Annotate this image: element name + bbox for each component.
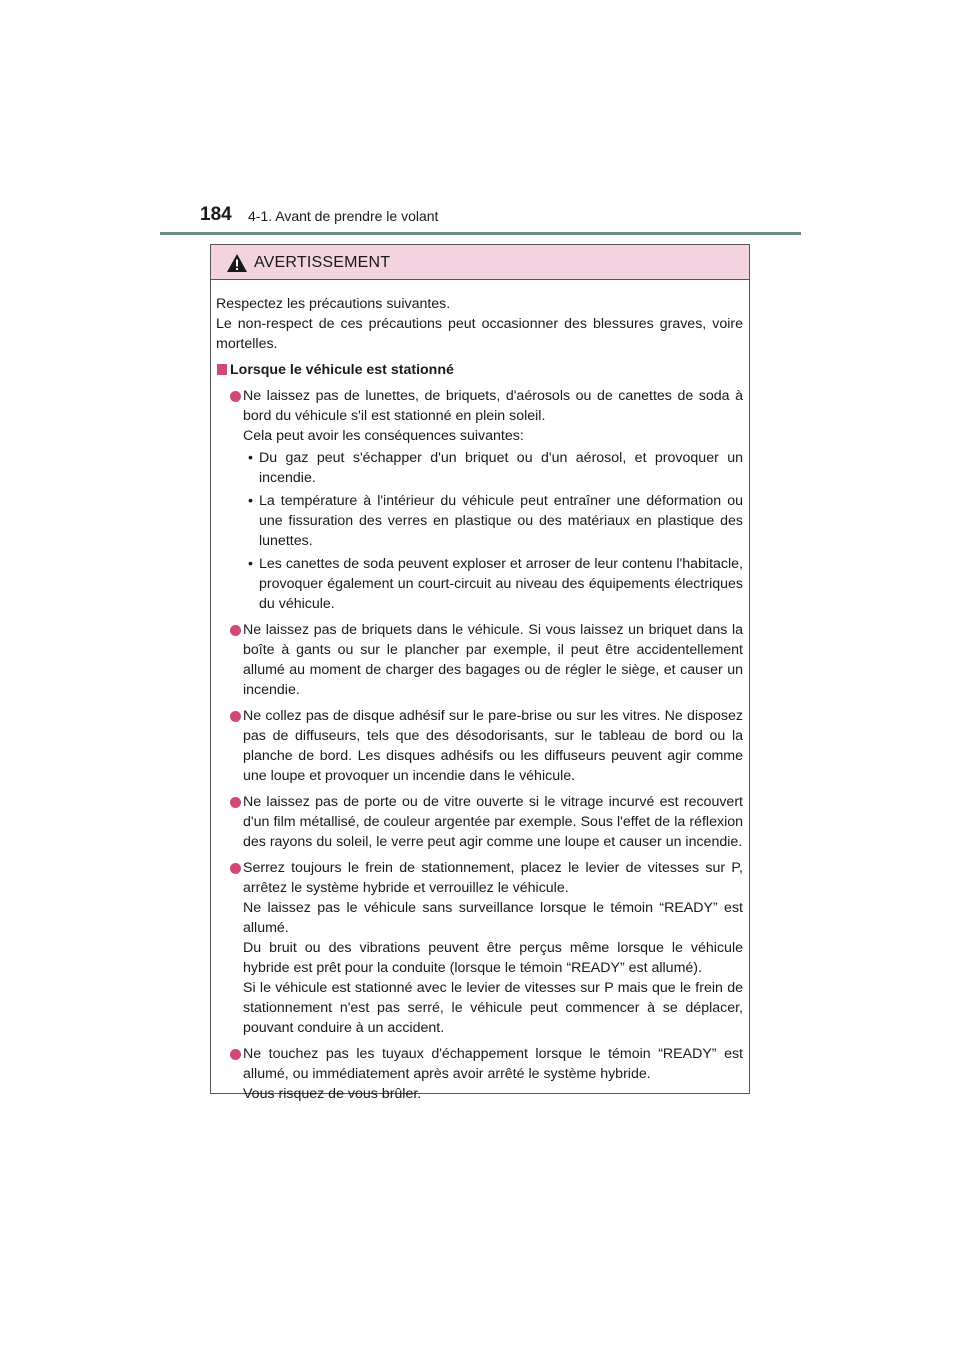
sub-list-item: • Du gaz peut s'échapper d'un briquet ou d'un aérosol, et provoquer un incendie.	[243, 448, 743, 488]
item-paragraph: Ne touchez pas les tuyaux d'échappement lorsque le témoin “READY” est allumé, ou immédiatement après avoir arrêté le système hybride.	[243, 1046, 743, 1082]
circle-bullet-icon	[230, 797, 241, 808]
item-paragraph: Si le véhicule est stationné avec le levier de vitesses sur P mais que le frein de stationnement n'est pas serré, le véhicule peut commencer à se déplacer, pouvant conduire à un accident.	[243, 980, 743, 1036]
warning-box	[210, 244, 750, 1102]
item-paragraph: Du bruit ou des vibrations peuvent être perçus même lorsque le véhicule hybride est prêt pour la conduite (lorsque le témoin “READY” est allumé).	[243, 940, 743, 976]
list-item	[216, 620, 743, 700]
list-item	[216, 858, 743, 1038]
list-item	[216, 792, 743, 852]
sub-list-item: • Les canettes de soda peuvent exploser et arroser de leur contenu l'habitacle, provoquer également un court-circuit au niveau des équipements électriques du véhicule.	[243, 554, 743, 614]
sub-list	[243, 448, 743, 614]
list-item	[216, 1044, 743, 1104]
warning-header	[211, 245, 749, 280]
subsection-title: Lorsque le véhicule est stationné	[230, 362, 454, 378]
item-paragraph: Ne laissez pas le véhicule sans surveillance lorsque le témoin “READY” est allumé.	[243, 900, 743, 936]
header-divider	[160, 232, 801, 235]
item-paragraph: Serrez toujours le frein de stationnement, placez le levier de vitesses sur P, arrêtez le système hybride et verrouillez le véhicule.	[243, 860, 743, 896]
sub-list-item: • La température à l'intérieur du véhicule peut entraîner une déformation ou une fissuration des verres en plastique ou des matériaux en plastique des lunettes.	[243, 491, 743, 551]
circle-bullet-icon	[230, 391, 241, 402]
intro-line: Respectez les précautions suivantes.	[216, 296, 451, 312]
item-paragraph: Ne laissez pas de briquets dans le véhicule. Si vous laissez un briquet dans la boîte à gants ou sur le plancher par exemple, il peut être accidentellement allumé au moment de charger des bagages ou de régler le siège, et causer un incendie.	[243, 622, 743, 698]
circle-bullet-icon	[230, 863, 241, 874]
warning-intro	[216, 294, 743, 354]
subsection-heading	[216, 360, 743, 380]
item-paragraph: Ne collez pas de disque adhésif sur le pare-brise ou sur les vitres. Ne disposez pas de diffuseurs, tels que des désodorisants, sur le tableau de bord ou la planche de bord. Les disques adhésifs ou les diffuseurs peuvent agir comme une loupe et provoquer un incendie dans le véhicule.	[243, 708, 743, 784]
square-bullet-icon	[217, 364, 227, 375]
item-paragraph: Ne laissez pas de porte ou de vitre ouverte si le vitrage incurvé est recouvert d'un film métallisé, de couleur argentée par exemple. Sous l'effet de la réflexion des rayons du soleil, le verre peut agir comme une loupe et causer un incendie.	[243, 794, 743, 850]
warning-body	[211, 280, 749, 1104]
item-paragraph: Vous risquez de vous brûler.	[243, 1086, 422, 1102]
circle-bullet-icon	[230, 1049, 241, 1060]
page-header	[200, 204, 800, 230]
section-title: 4-1. Avant de prendre le volant	[248, 208, 439, 224]
list-item	[216, 386, 743, 614]
item-paragraph: Ne laissez pas de lunettes, de briquets, d'aérosols ou de canettes de soda à bord du véhicule s'il est stationné en plein soleil.	[243, 388, 743, 424]
intro-line: Le non-respect de ces précautions peut occasionner des blessures graves, voire mortelles.	[216, 316, 743, 352]
warning-triangle-icon	[226, 253, 248, 273]
item-paragraph: Cela peut avoir les conséquences suivantes:	[243, 428, 524, 444]
page-number: 184	[200, 204, 232, 225]
warning-title: AVERTISSEMENT	[254, 254, 391, 271]
circle-bullet-icon	[230, 625, 241, 636]
list-item	[216, 706, 743, 786]
circle-bullet-icon	[230, 711, 241, 722]
